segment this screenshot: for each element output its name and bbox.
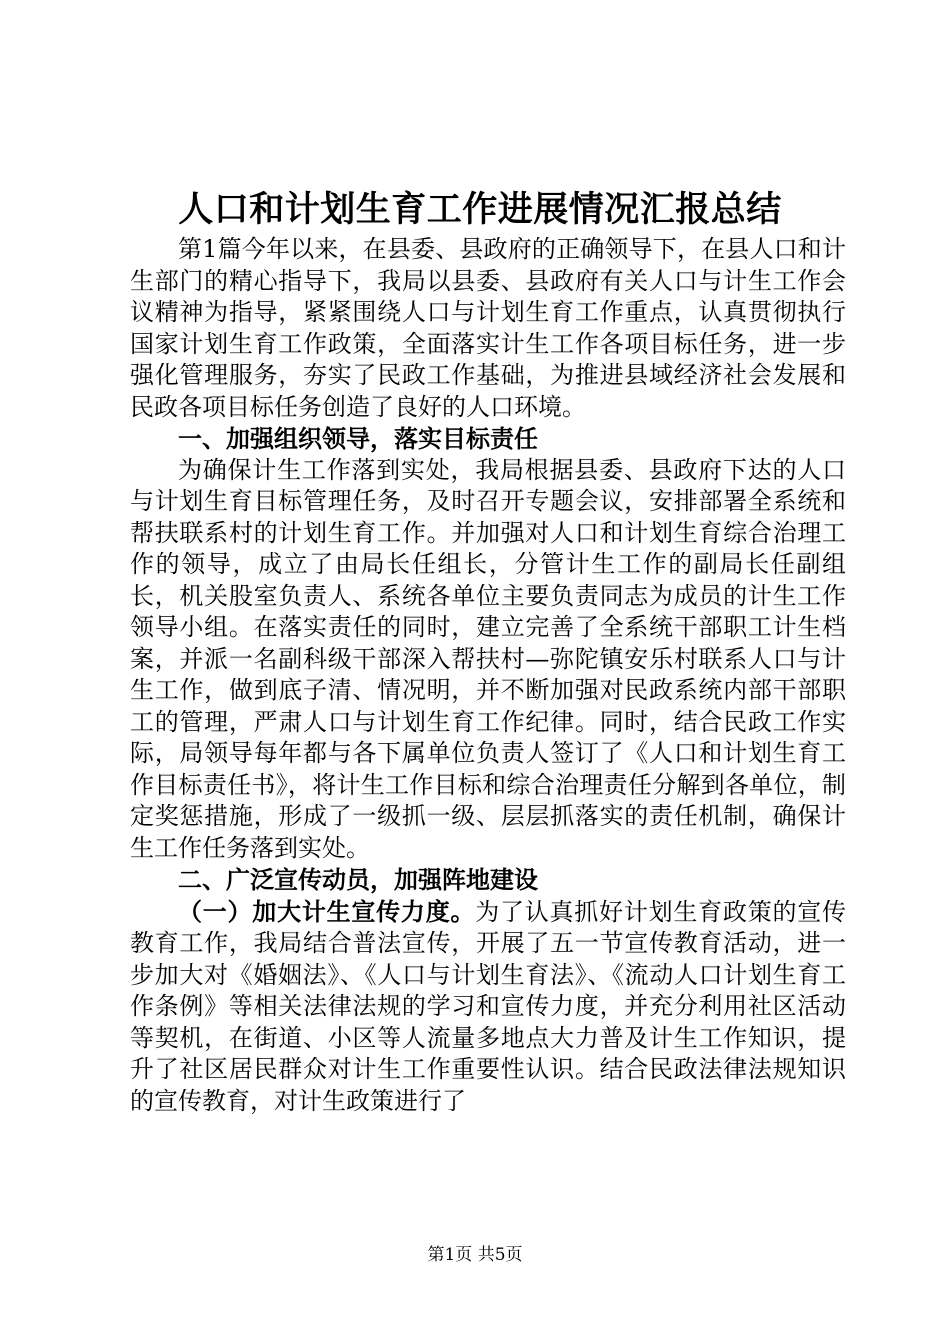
page-footer: 第1页 共5页 bbox=[427, 1245, 523, 1265]
document-title: 人口和计划生育工作进展情况汇报总结 bbox=[178, 189, 782, 230]
section-1-heading: 一、加强组织领导，落实目标责任 bbox=[178, 424, 538, 453]
document-body bbox=[130, 234, 846, 1117]
section-2-sub-1-body: 为了认真抓好计划生育政策的宣传教育工作，我局结合普法宣传，开展了五一节宣传教育活动，进一步加大对《婚姻法》、《人口与计划生育法》、《流动人口计划生育工作条例》等相关法律法规的学习和宣传力度，并充分利用社区活动等契机，在街道、小区等人流量多地点大力普及计生工作知识，提升了社区居民群众对计生工作重要性认识。结合民政法律法规知识的宣传教育，对计生政策进行了 bbox=[130, 897, 847, 1115]
section-2-heading: 二、广泛宣传动员，加强阵地建设 bbox=[178, 865, 538, 894]
section-1-paragraph: 为确保计生工作落到实处，我局根据县委、县政府下达的人口与计划生育目标管理任务，及时召开专题会议，安排部署全系统和帮扶联系村的计划生育工作。并加强对人口和计划生育综合治理工作的领导，成立了由局长任组长，分管计生工作的副局长任副组长，机关股室负责人、系统各单位主要负责同志为成员的计生工作领导小组。在落实责任的同时，建立完善了全系统干部职工计生档案，并派一名副科级干部深入帮扶村—弥陀镇安乐村联系人口与计生工作，做到底子清、情况明，并不断加强对民政系统内部干部职工的管理，严肃人口与计划生育工作纪律。同时，结合民政工作实际，局领导每年都与各下属单位负责人签订了《人口和计划生育工作目标责任书》，将计生工作目标和综合治理责任分解到各单位，制定奖惩措施，形成了一级抓一级、层层抓落实的责任机制，确保计生工作任务落到实处。 bbox=[130, 455, 846, 862]
section-2-sub-1-paragraph bbox=[130, 896, 846, 1118]
section-2-sub-1-lead: （一）加大计生宣传力度。 bbox=[178, 896, 476, 926]
intro-paragraph: 第1篇今年以来，在县委、县政府的正确领导下，在县人口和计生部门的精心指导下，我局以县委、县政府有关人口与计生工作会议精神为指导，紧紧围绕人口与计划生育工作重点，认真贯彻执行国家计划生育工作政策，全面落实计生工作各项目标任务，进一步强化管理服务，夯实了民政工作基础，为推进县域经济社会发展和民政各项目标任务创造了良好的人口环境。 bbox=[130, 235, 846, 421]
